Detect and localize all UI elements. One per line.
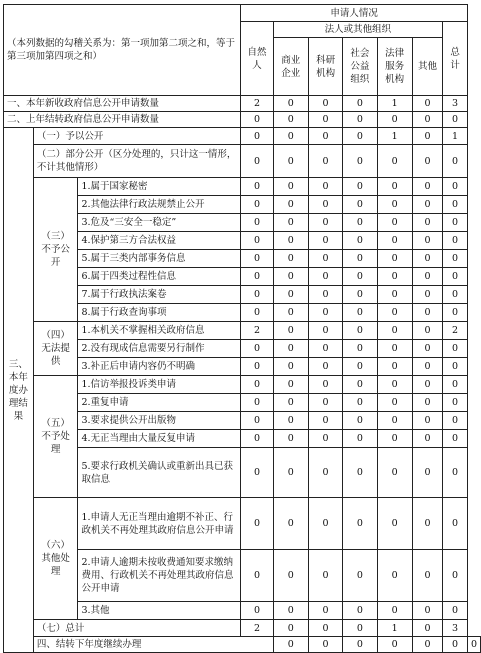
table-row: [4, 178, 481, 196]
cell-value: 0: [412, 448, 442, 498]
cell-value: 0: [412, 498, 442, 550]
cell-value: 0: [443, 358, 468, 376]
row-label: 四、结转下年度继续办理: [33, 637, 273, 653]
cell-value: 0: [443, 412, 468, 430]
cell-value: 0: [377, 286, 412, 304]
cell-value: 0: [377, 430, 412, 448]
cell-value: 0: [308, 448, 342, 498]
cell-value: 0: [273, 498, 308, 550]
cell-value: 0: [241, 112, 273, 128]
cell-value: 0: [443, 430, 468, 448]
row-label: 二、上年结转政府信息公开申请数量: [4, 112, 241, 128]
cell-value: 0: [273, 214, 308, 232]
cell-value: 0: [241, 430, 273, 448]
cell-value: 0: [308, 394, 342, 412]
cell-value: 3: [443, 96, 468, 112]
cell-value: 0: [443, 602, 468, 620]
cell-value: 0: [273, 394, 308, 412]
cell-value: 0: [443, 214, 468, 232]
cell-value: 0: [241, 178, 273, 196]
section3-label: 三、本年度办理结果: [4, 128, 34, 653]
cell-value: 0: [412, 430, 442, 448]
cell-value: 0: [343, 550, 377, 602]
table-row: [4, 376, 481, 394]
cell-value: 0: [308, 128, 342, 145]
cell-value: 0: [308, 232, 342, 250]
row-label: 6.属于四类过程性信息: [78, 268, 241, 286]
cell-value: 0: [308, 96, 342, 112]
header-commercial: 商业企业: [273, 38, 308, 96]
cell-value: 0: [377, 340, 412, 358]
cell-value: 0: [443, 232, 468, 250]
row-label: 1.信访举报投诉类申请: [78, 376, 241, 394]
cell-value: 2: [241, 620, 273, 637]
header-legal-service: 法律服务机构: [377, 38, 412, 96]
gov-info-disclosure-table: [3, 4, 481, 653]
table-row: [4, 637, 481, 653]
cell-value: 0: [273, 268, 308, 286]
cell-value: 0: [308, 358, 342, 376]
cell-value: 0: [241, 498, 273, 550]
cell-value: 0: [241, 232, 273, 250]
cell-value: 0: [443, 340, 468, 358]
cell-value: 0: [308, 322, 342, 340]
row-label: 1.申请人无正当理由逾期不补正、行政机关不再处理其政府信息公开申请: [78, 498, 241, 550]
cell-value: 0: [412, 358, 442, 376]
cell-value: 0: [443, 145, 468, 178]
cell-value: 0: [443, 286, 468, 304]
row-label: 4.保护第三方合法权益: [78, 232, 241, 250]
cell-value: 0: [308, 412, 342, 430]
cell-value: 0: [343, 268, 377, 286]
cell-value: 0: [273, 412, 308, 430]
cell-value: 0: [241, 340, 273, 358]
row-label: 2.重复申请: [78, 394, 241, 412]
header-note: （本列数据的勾稽关系为：第一项加第二项之和，等于第三项加第四项之和）: [7, 38, 236, 62]
cell-value: 0: [412, 178, 442, 196]
cell-value: 0: [343, 214, 377, 232]
cell-value: 0: [343, 322, 377, 340]
cell-value: 0: [273, 620, 308, 637]
cell-value: 0: [273, 358, 308, 376]
cell-value: 0: [308, 430, 342, 448]
cell-value: 0: [308, 602, 342, 620]
header-note-cell: [4, 5, 241, 96]
table-row: [4, 128, 481, 145]
row-label: 3.要求提供公开出版物: [78, 412, 241, 430]
cell-value: 0: [377, 178, 412, 196]
cell-value: 0: [308, 286, 342, 304]
cell-value: 0: [273, 304, 308, 322]
cell-value: 0: [241, 145, 273, 178]
cell-value: 0: [273, 178, 308, 196]
cell-value: 0: [343, 498, 377, 550]
row-label: 1.属于国家秘密: [78, 178, 241, 196]
row-label: 3.补正后申请内容仍不明确: [78, 358, 241, 376]
cell-value: 0: [443, 550, 468, 602]
cell-value: 1: [377, 620, 412, 637]
row-label: 一、本年新收政府信息公开申请数量: [4, 96, 241, 112]
table-row: [4, 112, 481, 128]
row-label: 2.没有现成信息需要另行制作: [78, 340, 241, 358]
cell-value: 0: [412, 394, 442, 412]
cell-value: 0: [343, 232, 377, 250]
cell-value: 0: [308, 376, 342, 394]
cell-value: 0: [308, 178, 342, 196]
group-label: （四）无法提供: [33, 322, 78, 376]
cell-value: 0: [273, 96, 308, 112]
row-label: 1.本机关不掌握相关政府信息: [78, 322, 241, 340]
cell-value: 0: [377, 637, 412, 653]
header-applicant-status: 申请人情况: [241, 5, 468, 22]
cell-value: 0: [377, 250, 412, 268]
cell-value: 0: [412, 376, 442, 394]
cell-value: 0: [343, 637, 377, 653]
cell-value: 0: [308, 145, 342, 178]
cell-value: 1: [443, 128, 468, 145]
cell-value: 0: [412, 602, 442, 620]
cell-value: 0: [343, 620, 377, 637]
cell-value: 1: [377, 96, 412, 112]
table-row: [4, 498, 481, 550]
cell-value: 0: [343, 96, 377, 112]
cell-value: 0: [273, 128, 308, 145]
cell-value: 0: [241, 448, 273, 498]
cell-value: 0: [443, 304, 468, 322]
cell-value: 0: [343, 250, 377, 268]
cell-value: 0: [241, 196, 273, 214]
cell-value: 0: [241, 214, 273, 232]
cell-value: 0: [241, 376, 273, 394]
row-label: （七）总计: [33, 620, 240, 637]
cell-value: 0: [412, 550, 442, 602]
cell-value: 0: [343, 178, 377, 196]
cell-value: 0: [412, 637, 442, 653]
cell-value: 0: [377, 112, 412, 128]
group-label: （六）其他处理: [33, 498, 78, 620]
cell-value: 0: [343, 112, 377, 128]
cell-value: 0: [241, 394, 273, 412]
cell-value: 0: [377, 268, 412, 286]
table-row: [4, 322, 481, 340]
cell-value: 0: [412, 232, 442, 250]
cell-value: 0: [412, 322, 442, 340]
cell-value: 0: [377, 394, 412, 412]
cell-value: 0: [273, 430, 308, 448]
cell-value: 0: [377, 376, 412, 394]
cell-value: 0: [343, 358, 377, 376]
cell-value: 0: [412, 145, 442, 178]
cell-value: 0: [241, 550, 273, 602]
cell-value: 0: [241, 286, 273, 304]
cell-value: 0: [443, 637, 468, 653]
cell-value: 0: [443, 498, 468, 550]
cell-value: 0: [412, 128, 442, 145]
cell-value: 0: [241, 412, 273, 430]
cell-value: 0: [273, 550, 308, 602]
header-natural-person: 自然人: [241, 22, 273, 96]
cell-value: 1: [377, 128, 412, 145]
cell-value: 0: [343, 286, 377, 304]
cell-value: 0: [273, 286, 308, 304]
cell-value: 0: [273, 232, 308, 250]
cell-value: 0: [241, 250, 273, 268]
cell-value: 0: [343, 304, 377, 322]
cell-value: 0: [308, 550, 342, 602]
cell-value: 0: [377, 412, 412, 430]
cell-value: 0: [412, 268, 442, 286]
report-table-wrapper: [3, 4, 481, 653]
row-label: 3.其他: [78, 602, 241, 620]
cell-value: 0: [308, 637, 342, 653]
cell-value: 0: [377, 232, 412, 250]
row-label: （一）予以公开: [33, 128, 240, 145]
cell-value: 2: [241, 96, 273, 112]
cell-value: 0: [443, 448, 468, 498]
cell-value: 0: [241, 268, 273, 286]
cell-value: 0: [377, 304, 412, 322]
row-label: 7.属于行政执法案卷: [78, 286, 241, 304]
cell-value: 0: [443, 112, 468, 128]
cell-value: 0: [273, 376, 308, 394]
group-label: （三）不予公开: [33, 178, 78, 322]
cell-value: 0: [377, 322, 412, 340]
cell-value: 0: [241, 358, 273, 376]
cell-value: 0: [343, 430, 377, 448]
cell-value: 0: [412, 286, 442, 304]
cell-value: 0: [308, 498, 342, 550]
row-label: 5.要求行政机关确认或重新出具已获取信息: [78, 448, 241, 498]
cell-value: 0: [412, 214, 442, 232]
cell-value: 0: [273, 340, 308, 358]
cell-value: 3: [443, 620, 468, 637]
cell-value: 0: [377, 550, 412, 602]
cell-value: 0: [377, 358, 412, 376]
cell-value: 0: [377, 145, 412, 178]
cell-value: 2: [241, 322, 273, 340]
cell-value: 0: [412, 112, 442, 128]
cell-value: 0: [308, 268, 342, 286]
table-row: [4, 145, 481, 178]
cell-value: 0: [443, 376, 468, 394]
cell-value: 0: [273, 112, 308, 128]
cell-value: 0: [308, 304, 342, 322]
row-label: （二）部分公开（区分处理的，只计这一情形，不计其他情形）: [33, 145, 240, 178]
cell-value: 0: [343, 602, 377, 620]
row-label: 4.无正当理由大量反复申请: [78, 430, 241, 448]
cell-value: 0: [443, 268, 468, 286]
row-label: 8.属于行政查询事项: [78, 304, 241, 322]
cell-value: 0: [412, 340, 442, 358]
cell-value: 0: [412, 412, 442, 430]
cell-value: 0: [412, 304, 442, 322]
cell-value: 0: [343, 128, 377, 145]
table-row: [4, 620, 481, 637]
cell-value: 0: [443, 394, 468, 412]
cell-value: 0: [343, 340, 377, 358]
cell-value: 0: [443, 196, 468, 214]
cell-value: 0: [241, 128, 273, 145]
cell-value: 0: [412, 96, 442, 112]
cell-value: 0: [308, 620, 342, 637]
cell-value: 0: [308, 196, 342, 214]
cell-value: 0: [377, 448, 412, 498]
cell-value: 0: [273, 250, 308, 268]
cell-value: 0: [308, 214, 342, 232]
cell-value: 0: [241, 602, 273, 620]
cell-value: 0: [343, 394, 377, 412]
cell-value: 0: [377, 602, 412, 620]
cell-value: 0: [443, 178, 468, 196]
cell-value: 0: [273, 196, 308, 214]
row-label: 5.属于三类内部事务信息: [78, 250, 241, 268]
cell-value: 0: [377, 196, 412, 214]
cell-value: 0: [273, 322, 308, 340]
table-row: [4, 96, 481, 112]
header-other: 其他: [412, 38, 442, 96]
cell-value: 0: [467, 637, 480, 653]
header-total: 总计: [443, 22, 468, 96]
cell-value: 0: [308, 340, 342, 358]
cell-value: 0: [412, 250, 442, 268]
cell-value: 0: [241, 304, 273, 322]
row-label: 3.危及“三安全一稳定”: [78, 214, 241, 232]
header-legal-or-other-orgs: 法人或其他组织: [273, 22, 443, 38]
cell-value: 0: [343, 145, 377, 178]
cell-value: 0: [273, 602, 308, 620]
header-public-welfare: 社会公益组织: [343, 38, 377, 96]
cell-value: 0: [343, 376, 377, 394]
cell-value: 0: [412, 620, 442, 637]
cell-value: 0: [343, 196, 377, 214]
cell-value: 2: [443, 322, 468, 340]
row-label: 2.其他法律行政法规禁止公开: [78, 196, 241, 214]
cell-value: 0: [308, 250, 342, 268]
cell-value: 0: [308, 112, 342, 128]
cell-value: 0: [412, 196, 442, 214]
cell-value: 0: [377, 214, 412, 232]
group-label: （五）不予处理: [33, 376, 78, 498]
cell-value: 0: [273, 637, 308, 653]
cell-value: 0: [273, 145, 308, 178]
cell-value: 0: [273, 448, 308, 498]
cell-value: 0: [443, 250, 468, 268]
cell-value: 0: [343, 412, 377, 430]
header-research: 科研机构: [308, 38, 342, 96]
row-label: 2.申请人逾期未按收费通知要求缴纳费用、行政机关不再处理其政府信息公开申请: [78, 550, 241, 602]
cell-value: 0: [343, 448, 377, 498]
cell-value: 0: [377, 498, 412, 550]
